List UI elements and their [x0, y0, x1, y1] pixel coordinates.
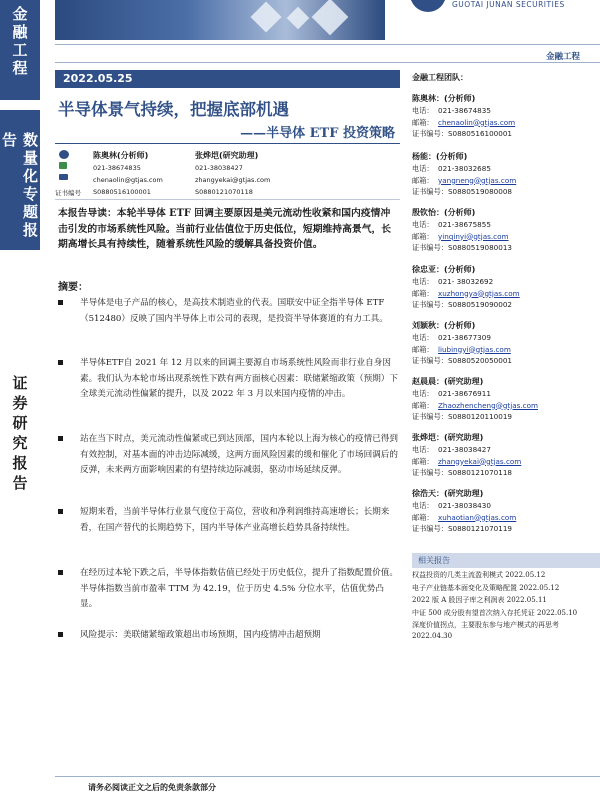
report-type-label: 数量化专题报告 [0, 132, 39, 240]
team-member [412, 488, 592, 535]
related-report-link[interactable]: 深度价值拐点，主要股东参与地产模式的再思考 2022.04.30 [412, 621, 559, 640]
diamond-icon [250, 1, 281, 32]
related-report-link[interactable]: 电子产业链基本面变化及策略配置 2022.05.12 [412, 583, 560, 592]
phone-label: 电话： [412, 333, 434, 342]
phone-icon [59, 162, 67, 169]
report-title: 半导体景气持续，把握底部机遇 [58, 100, 289, 119]
cert-label: 证书编号： [412, 356, 448, 365]
analyst-cert: S0880516100001 [93, 188, 151, 196]
phone-label: 电话： [412, 106, 434, 115]
category-label: 金融工程 [10, 6, 29, 78]
email-label: 邮箱： [412, 344, 434, 354]
related-report-link[interactable]: 中证 500 成分股有望首次纳入存托凭证 2022.05.10 [412, 608, 578, 617]
team-member [412, 151, 592, 198]
cert-label: 证书编号： [412, 300, 448, 309]
team-member [412, 432, 592, 479]
member-email[interactable]: zhangyekai@gtjas.com [438, 456, 522, 466]
phone-label: 电话： [412, 164, 434, 173]
divider [55, 143, 400, 144]
email-label: 邮箱： [412, 117, 434, 127]
member-email[interactable]: xuhaotian@gtjas.com [438, 512, 517, 522]
member-phone: 021-38038430 [438, 501, 491, 510]
bullet-icon [58, 570, 63, 575]
email-label: 邮箱： [412, 288, 434, 298]
phone-label: 电话： [412, 389, 434, 398]
team-member [412, 207, 592, 254]
logo-mark-icon [410, 0, 446, 12]
cert-label: 证书编号： [412, 129, 448, 138]
member-name: 陈奥林：(分析师) [412, 94, 476, 103]
related-title: 相关报告 [412, 553, 600, 568]
cert-label: 证书编号： [412, 524, 448, 533]
phone-label: 电话： [412, 501, 434, 510]
diamond-icon [312, 0, 349, 35]
team-member [412, 93, 592, 140]
member-name: 徐浩天：(研究助理) [412, 489, 484, 498]
member-email[interactable]: yinqinyi@gtjas.com [438, 231, 509, 241]
header-banner [55, 0, 385, 40]
bullet-icon [58, 300, 63, 305]
analyst-phone: 021-38038427 [195, 164, 243, 172]
report-type-band [0, 110, 40, 250]
member-phone: 021-38675855 [438, 220, 491, 229]
cert-label: 证书编号： [412, 187, 448, 196]
report-class-label: 证券研究报告 [10, 375, 29, 495]
member-email[interactable]: yangneng@gtjas.com [438, 175, 517, 185]
phone-label: 电话： [412, 220, 434, 229]
report-class-band [0, 375, 40, 495]
member-cert: S0880520050001 [447, 356, 512, 365]
left-band [0, 0, 40, 800]
disclaimer: 请务必阅读正文之后的免责条款部分 [88, 783, 216, 792]
logo-text: GUOTAI JUNAN SECURITIES [452, 0, 565, 9]
member-phone: 021-38676911 [438, 389, 491, 398]
member-cert: S0880516100001 [447, 129, 512, 138]
analyst-name: 陈奥林(分析师) [93, 151, 149, 160]
email-label: 邮箱： [412, 400, 434, 410]
bullet-text: 半导体是电子产品的核心，是高技术制造业的代表。国联安中证全指半导体 ETF（512480）反映了国内半导体上市公司的表现，是投资半导体赛道的有力工具。 [80, 298, 388, 324]
team-member [412, 376, 592, 423]
member-name: 赵晨晨：(研究助理) [412, 377, 484, 386]
summary-title: 摘要： [58, 282, 88, 293]
member-cert: S0880519090002 [447, 300, 512, 309]
bullet-text: 在经历过本轮下跌之后，半导体指数估值已经处于历史低位，提升了指数配置价值。半导体指数当前市盈率 TTM 为 42.19，位于历史 4.5% 分位水平，估值优势凸显。 [80, 568, 398, 609]
member-phone: 021-38032685 [438, 164, 491, 173]
member-phone: 021-38677309 [438, 333, 491, 342]
cert-label: 证书编号 [55, 189, 81, 197]
member-name: 徐忠亚：(分析师) [412, 265, 476, 274]
member-email[interactable]: xuzhongya@gtjas.com [438, 288, 520, 298]
related-report-link[interactable]: 权益投资的几类主流盈利模式 2022.05.12 [412, 571, 546, 579]
email-label: 邮箱： [412, 512, 434, 522]
member-cert: S0880120110019 [447, 412, 512, 421]
diamond-icon [287, 7, 310, 30]
person-icon [59, 150, 69, 159]
team-member [412, 320, 592, 367]
bullet-text: 半导体ETF自 2021 年 12 月以来的回调主要源自市场系统性风险而非行业自身因素。我们认为本轮市场出现系统性下跌有两方面核心因素：联储紧缩政策（预期）下全球美元流动性偏紧的提升，以及 2022 年 3 月以来国内疫情的冲击。 [80, 358, 398, 399]
divider [55, 199, 400, 200]
member-cert: S0880121070118 [447, 468, 512, 477]
cert-label: 证书编号： [412, 243, 448, 252]
member-phone: 021- 38032692 [438, 277, 494, 286]
team-title: 金融工程团队： [412, 73, 468, 82]
divider [55, 44, 600, 45]
analyst-email[interactable]: zhangyekai@gtjas.com [195, 176, 271, 184]
email-label: 邮箱： [412, 231, 434, 241]
bullet-icon [58, 509, 63, 514]
bullet-text: 风险提示：美联储紧缩政策超出市场预期，国内疫情冲击超预期 [80, 630, 321, 640]
bullet-icon [58, 632, 63, 637]
member-phone: 021-38674835 [438, 106, 491, 115]
cert-label: 证书编号： [412, 468, 448, 477]
analyst-phone: 021-38674835 [93, 164, 141, 172]
phone-label: 电话： [412, 277, 434, 286]
member-email[interactable]: Zhaozhencheng@gtjas.com [438, 400, 538, 410]
company-logo [410, 0, 600, 14]
report-subtitle: ——半导体 ETF 投资策略 [240, 126, 395, 141]
bullet-text: 站在当下时点，美元流动性偏紧或已到达顶部，国内本轮以上海为核心的疫情已得到有效控制，对基本面的冲击边际减缓，这两方面风险因素的缓和催化了市场回调后的反弹，未来两方面影响因素的有望持续边际减弱，驱动市场延续反弹。 [80, 434, 398, 475]
cert-label: 证书编号： [412, 412, 448, 421]
team-member [412, 264, 592, 311]
phone-label: 电话： [412, 445, 434, 454]
member-name: 刘颖秋：(分析师) [412, 321, 476, 330]
member-cert: S0880519080008 [447, 187, 512, 196]
member-email[interactable]: chenaolin@gtjas.com [438, 117, 516, 127]
related-report-link[interactable]: 2022 版 A 股因子库之利润表 2022.05.11 [412, 596, 547, 604]
category-band [0, 0, 40, 100]
analyst-cert: S0880121070118 [195, 188, 253, 196]
bullet-icon [58, 436, 63, 441]
email-label: 邮箱： [412, 456, 434, 466]
analyst-box [55, 148, 400, 198]
email-label: 邮箱： [412, 175, 434, 185]
report-date: 2022.05.25 [55, 70, 400, 88]
member-phone: 021-38038427 [438, 445, 491, 454]
related-reports [412, 553, 600, 641]
report-guide: 本报告导读：本轮半导体 ETF 回调主要原因是美元流动性收紧和国内疫情冲击引发的市场系统性风险。当前行业估值位于历史低位，短期维持高景气，长期高增长具有持续性，随着系统性风险的缓解具备投资价值。 [58, 208, 392, 250]
divider [55, 776, 600, 777]
category-header: 金融工程 [545, 52, 580, 62]
analyst-email[interactable]: chenaolin@gtjas.com [93, 176, 163, 184]
divider [55, 62, 600, 63]
email-icon [59, 174, 68, 180]
bullet-text: 短期来看，当前半导体行业景气度位于高位，营收和净利润维持高速增长；长期来看，在国产替代的长期趋势下，国内半导体产业高增长趋势具备持续性。 [80, 507, 390, 533]
analyst-name: 张烨垲(研究助理) [195, 151, 259, 160]
member-email[interactable]: liubingyi@gtjas.com [438, 344, 511, 354]
member-name: 杨能：(分析师) [412, 152, 468, 161]
bullet-icon [58, 360, 63, 365]
member-name: 殷钦怡：(分析师) [412, 208, 476, 217]
member-name: 张烨垲：(研究助理) [412, 433, 484, 442]
member-cert: S0880519080013 [447, 243, 512, 252]
member-cert: S0880121070119 [447, 524, 512, 533]
